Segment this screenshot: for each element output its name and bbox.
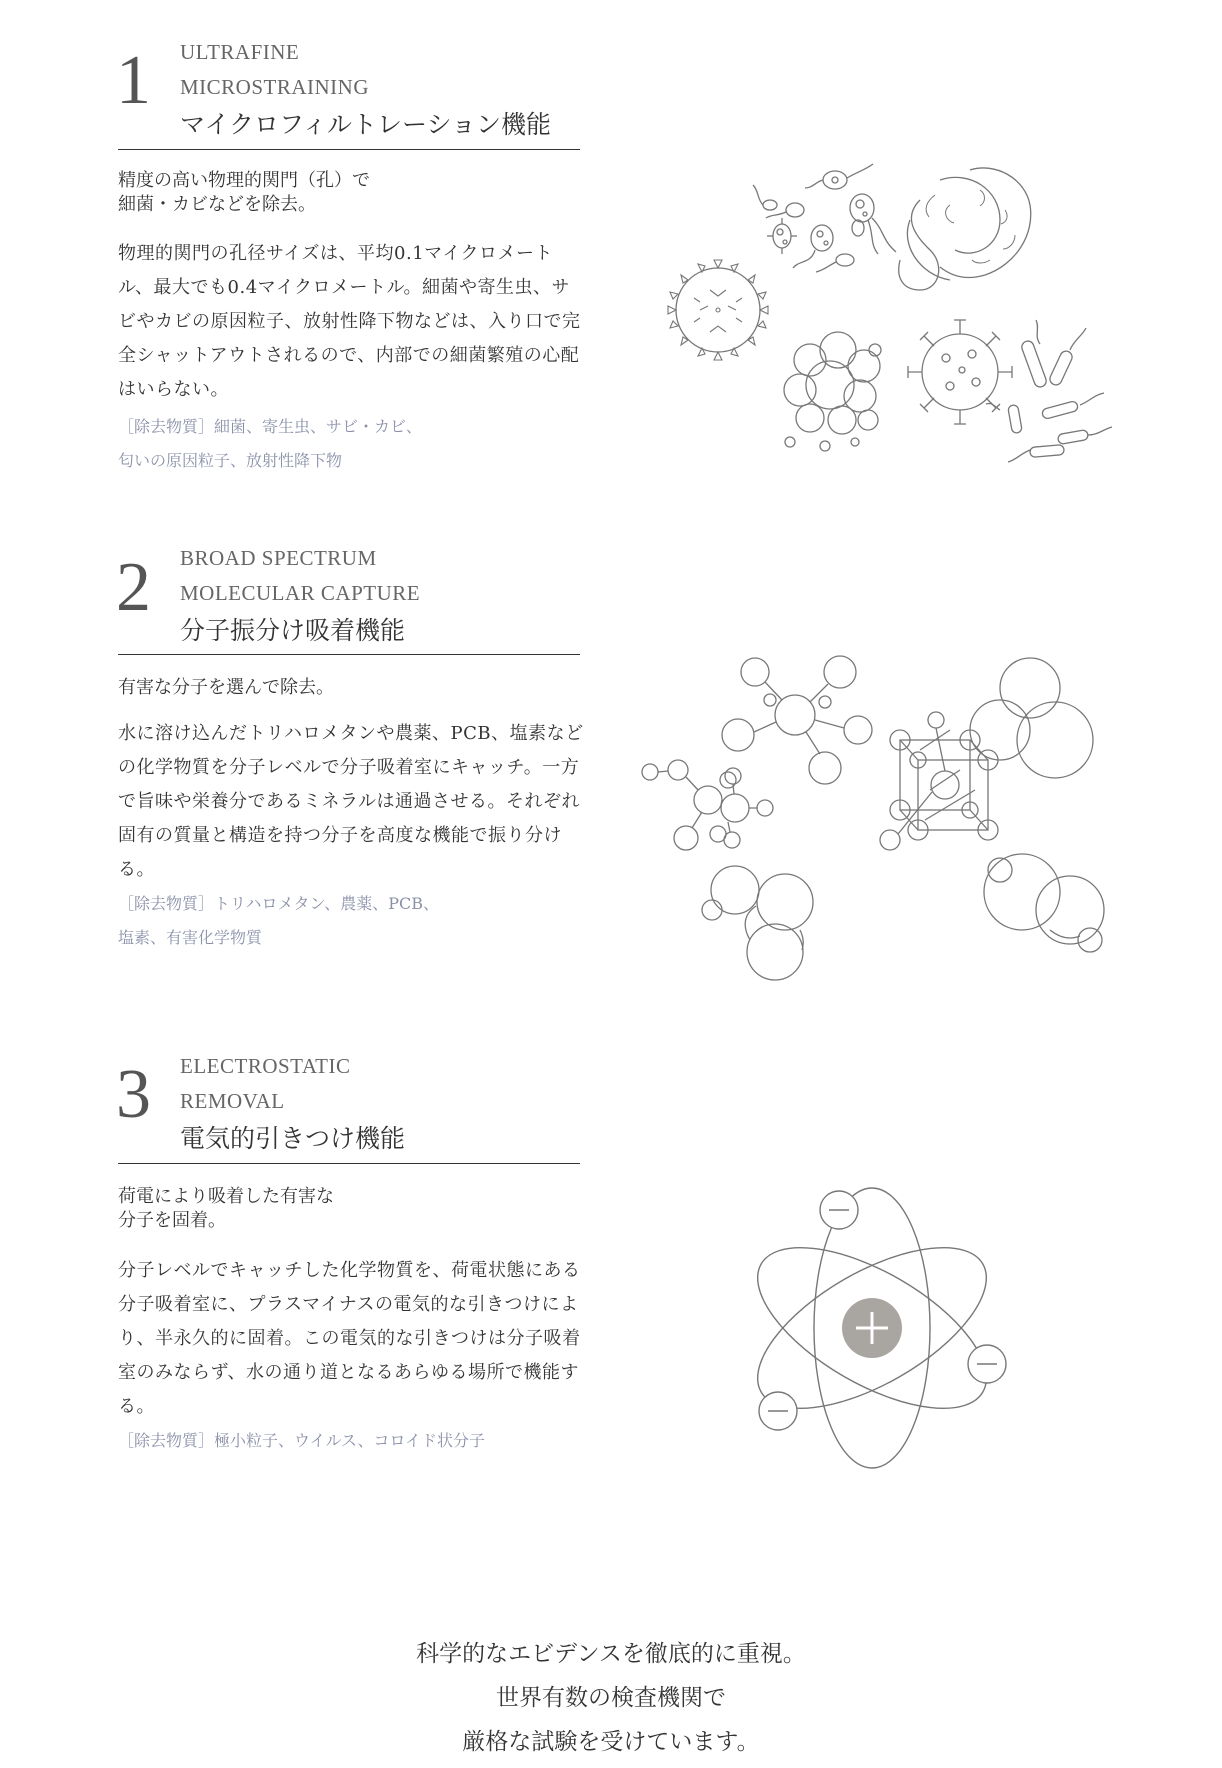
feature-number: 2 <box>116 549 151 626</box>
removed-substances: ［除去物質］細菌、寄生虫、サビ・カビ、 匂いの原因粒子、放射性降下物 <box>118 417 422 470</box>
feature-en-title-line2: MOLECULAR CAPTURE <box>180 581 421 605</box>
feature-lead: 荷電により吸着した有害な 分子を固着。 <box>118 1186 334 1231</box>
removed-substances: ［除去物質］極小粒子、ウイルス、コロイド状分子 <box>118 1431 486 1450</box>
atom-illustration <box>740 1180 1020 1480</box>
feature-jp-title: マイクロフィルトレーション機能 <box>180 110 552 139</box>
title-divider <box>118 149 580 150</box>
feature-body: 物理的関門の孔径サイズは、平均0.1マイクロメートル、最大でも0.4マイクロメートル。細菌や寄生虫、サビやカビの原因粒子、放射性降下物などは、入り口で完全シャットアウトされるので、内部での細菌繁殖の心配はいらない。 <box>118 243 581 400</box>
feature-lead: 精度の高い物理的関門（孔）で 細菌・カビなどを除去。 <box>118 170 370 215</box>
feature-jp-title: 電気的引きつけ機能 <box>180 1124 406 1153</box>
title-divider <box>118 654 580 655</box>
feature-lead: 有害な分子を選んで除去。 <box>118 677 334 698</box>
title-divider <box>118 1163 580 1164</box>
closing-statement: 科学的なエビデンスを徹底的に重視。 世界有数の検査機関で 厳格な試験を受けています。 <box>416 1641 806 1755</box>
feature-number: 3 <box>116 1056 151 1133</box>
feature-number: 1 <box>116 42 151 119</box>
feature-jp-title: 分子振分け吸着機能 <box>180 616 406 645</box>
feature-body: 分子レベルでキャッチした化学物質を、荷電状態にある分子吸着室に、プラスマイナスの電気的な引きつけにより、半永久的に固着。この電気的な引きつけは分子吸着室のみならず、水の通り道となるあらゆる場所で機能する。 <box>118 1260 581 1417</box>
microbe-illustration <box>650 150 1130 480</box>
feature-en-title-line1: ELECTROSTATIC <box>180 1054 351 1078</box>
feature-en-title-line1: ULTRAFINE <box>180 40 300 64</box>
feature-en-title-line2: MICROSTRAINING <box>180 75 370 99</box>
feature-en-title-line2: REMOVAL <box>180 1089 285 1113</box>
feature-en-title-line1: BROAD SPECTRUM <box>180 546 377 570</box>
molecule-illustration <box>630 640 1130 990</box>
removed-substances: ［除去物質］トリハロメタン、農薬、PCB、 塩素、有害化学物質 <box>118 894 440 947</box>
feature-body: 水に溶け込んだトリハロメタンや農薬、PCB、塩素などの化学物質を分子レベルで分子吸着室にキャッチ。一方で旨味や栄養分であるミネラルは通過させる。それぞれ固有の質量と構造を持つ分子を高度な機能で振り分ける。 <box>118 723 584 880</box>
